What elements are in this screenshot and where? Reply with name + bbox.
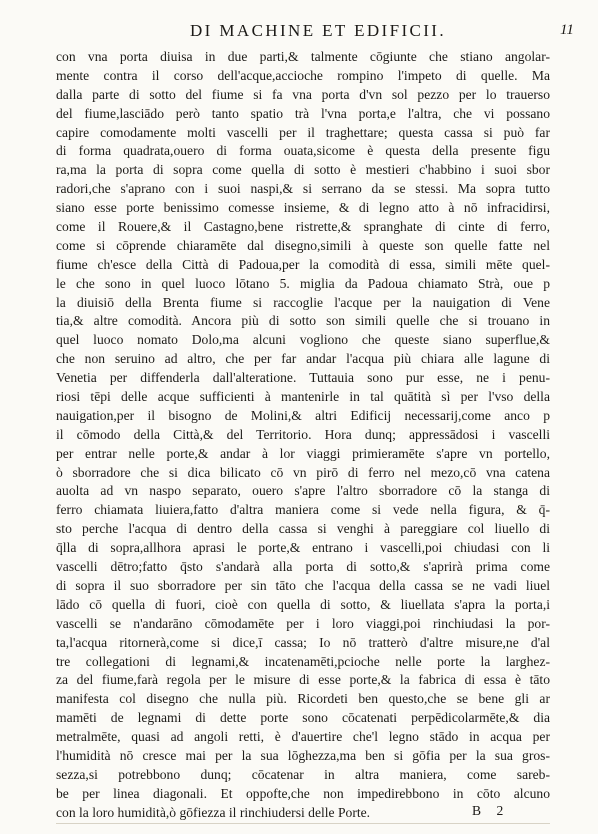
signature-mark: B 2: [472, 803, 510, 818]
text-line: be per linea diagonali. Et oppofte,che non impedirebbono in cōto alcuno: [56, 785, 550, 801]
text-line: za del fiume,farà regola per le misure di esse porte,& la fabrica di essa è tāto: [56, 672, 550, 688]
text-line: l'humidità nō cresce mai per la sua lōghezza,ma ben si gōfia per la sua gros-: [56, 747, 550, 763]
text-line: radori,che s'aprano con i suoi naspi,& si serrano da se stessi. Ma sopra tutto: [56, 181, 550, 197]
text-line: ra,ma la porta di sopra come quella di sotto è mestieri c'habbino i suoi sbor: [56, 162, 550, 178]
text-line: manifesta col disegno che nulla più. Ricordeti ben questo,che se bene gli ar: [56, 691, 550, 707]
text-line: Venetia per diffenderla dall'alteratione. Tuttauia sono pur esse, ne i penu-: [56, 370, 550, 386]
text-line: mamēti de legnami di dette porte sono cōcatenati perpēdicolarmēte,& dia: [56, 710, 550, 726]
text-line: ò sborradore che si dica bilicato cō vn pirō di ferro nel mezo,cō vna catena: [56, 464, 550, 480]
text-line: di sopra il suo sborradore per sin tāto che l'acqua della cassa se ne vadi liuel: [56, 577, 550, 593]
text-line: tre collegationi di legnami,& incatenamēti,pcioche nelle porte la larghez-: [56, 653, 550, 669]
text-line: dalla parte di sotto del fiume si fa vna porta d'vn sol pezzo per lo trauerso: [56, 86, 550, 102]
bottom-rule: [56, 823, 550, 824]
text-line: tia,& altre comodità. Ancora più di sotto son simili quelle che si trouano in: [56, 313, 550, 329]
text-line: siano esse porte benissimo comesse insieme, & di legno atto à nō infracidirsi,: [56, 200, 550, 216]
text-line: sezza,si potrebbono dunq; cōcatenar in altra maniera, come sareb-: [56, 766, 550, 782]
text-line: il cōmodo della Città,& del Territorio. Hora dunq; appressādosi i vascelli: [56, 426, 550, 442]
text-line: sto perche l'acqua di dentro della cassa si venghi à pareggiare col liuello di: [56, 521, 550, 537]
text-line: ta,l'acqua ritornerà,come si dice,ī cassa; Io nō tratterò d'altre misure,ne d'al: [56, 634, 550, 650]
text-line-last: con la loro humidità,ò gōfiezza il rinchiudersi delle Porte.: [56, 804, 371, 820]
running-title: DI MACHINE ET EDIFICII.: [189, 21, 447, 40]
text-line: lādo cō quella di fuori, cioè con quella di sotto, & liuellata s'apra la porta,i: [56, 596, 550, 612]
text-line: riosi tēpi delle acque sufficienti à mantenirle in tal quātità sì per l'vso della: [56, 389, 550, 405]
text-line: mente contra il corso dell'acque,accioche rompino l'impeto di quelle. Ma: [56, 67, 550, 83]
text-line: le che sono in quel luoco lōtano 5. miglia da Padoua chiamato Strà, oue p: [56, 275, 550, 291]
text-line: nauigation,per il bisogno de Molini,& altri Edificij necessarij,come anco p: [56, 407, 550, 423]
text-line: come il Rouere,& il Castagno,bene ristrette,& spranghate di cinte di ferro,: [56, 219, 550, 235]
text-line: auolta ad vn naspo separato, ouero s'apre l'altro sborradore cō la stanga di: [56, 483, 550, 499]
text-line: come si cōprende chiaramēte dal disegno,simili à queste son quelle fatte nel: [56, 237, 550, 253]
text-line: ferro chiamata liuiera,fatto d'altra maniera come si vede nella figura, & q̄-: [56, 502, 550, 518]
text-line: capire comodamente molti vascelli per il traghettare; questa cassa si può far: [56, 124, 550, 140]
text-line: quel luoco nomato Dolo,ma alcuni vogliono che queste siano superflue,&: [56, 332, 550, 348]
text-line: fiume ch'esce della Città di Padoua,per la comodità di essa, simili mēte quel-: [56, 256, 550, 272]
text-line: per entrar nelle porte,& andar à lor viaggi primieramēte s'apre vn portello,: [56, 445, 550, 461]
page-number: 11: [560, 22, 574, 38]
running-head: [0, 21, 598, 43]
text-line: q̄lla di sopra,allhora aprasi le porte,& entrano i vascelli,poi chiudasi con li: [56, 540, 550, 556]
text-line: che non seruino ad altro, che per far andar l'acqua più chiara alle lagune di: [56, 351, 550, 367]
text-line: la diuisiō della Brenta fiume si raccoglie l'acque per la nauigation di Vene: [56, 294, 550, 310]
text-line: metralmēte, quasi ad angoli retti, è d'auertire che'l legno stādo in acqua per: [56, 729, 550, 745]
text-line: di forma quadrata,ouero di forma ouata,sicome è questa della presente figu: [56, 143, 550, 159]
text-line: del fiume,lasciādo però tanto spatio trà l'vna porta,e l'altra, che vi possano: [56, 105, 550, 121]
text-line: con vna porta diuisa in due parti,& talmente cōgiunte che stiano angolar-: [56, 49, 550, 64]
body-text: [56, 48, 550, 823]
text-line: vascelli se n'andarāno cōmodamēte per i loro viaggi,poi rinchiudasi la por-: [56, 615, 550, 631]
text-line: vascelli dētro;fatto q̄sto s'andarà alla porta di sotto,& s'aprirà prima come: [56, 559, 550, 575]
